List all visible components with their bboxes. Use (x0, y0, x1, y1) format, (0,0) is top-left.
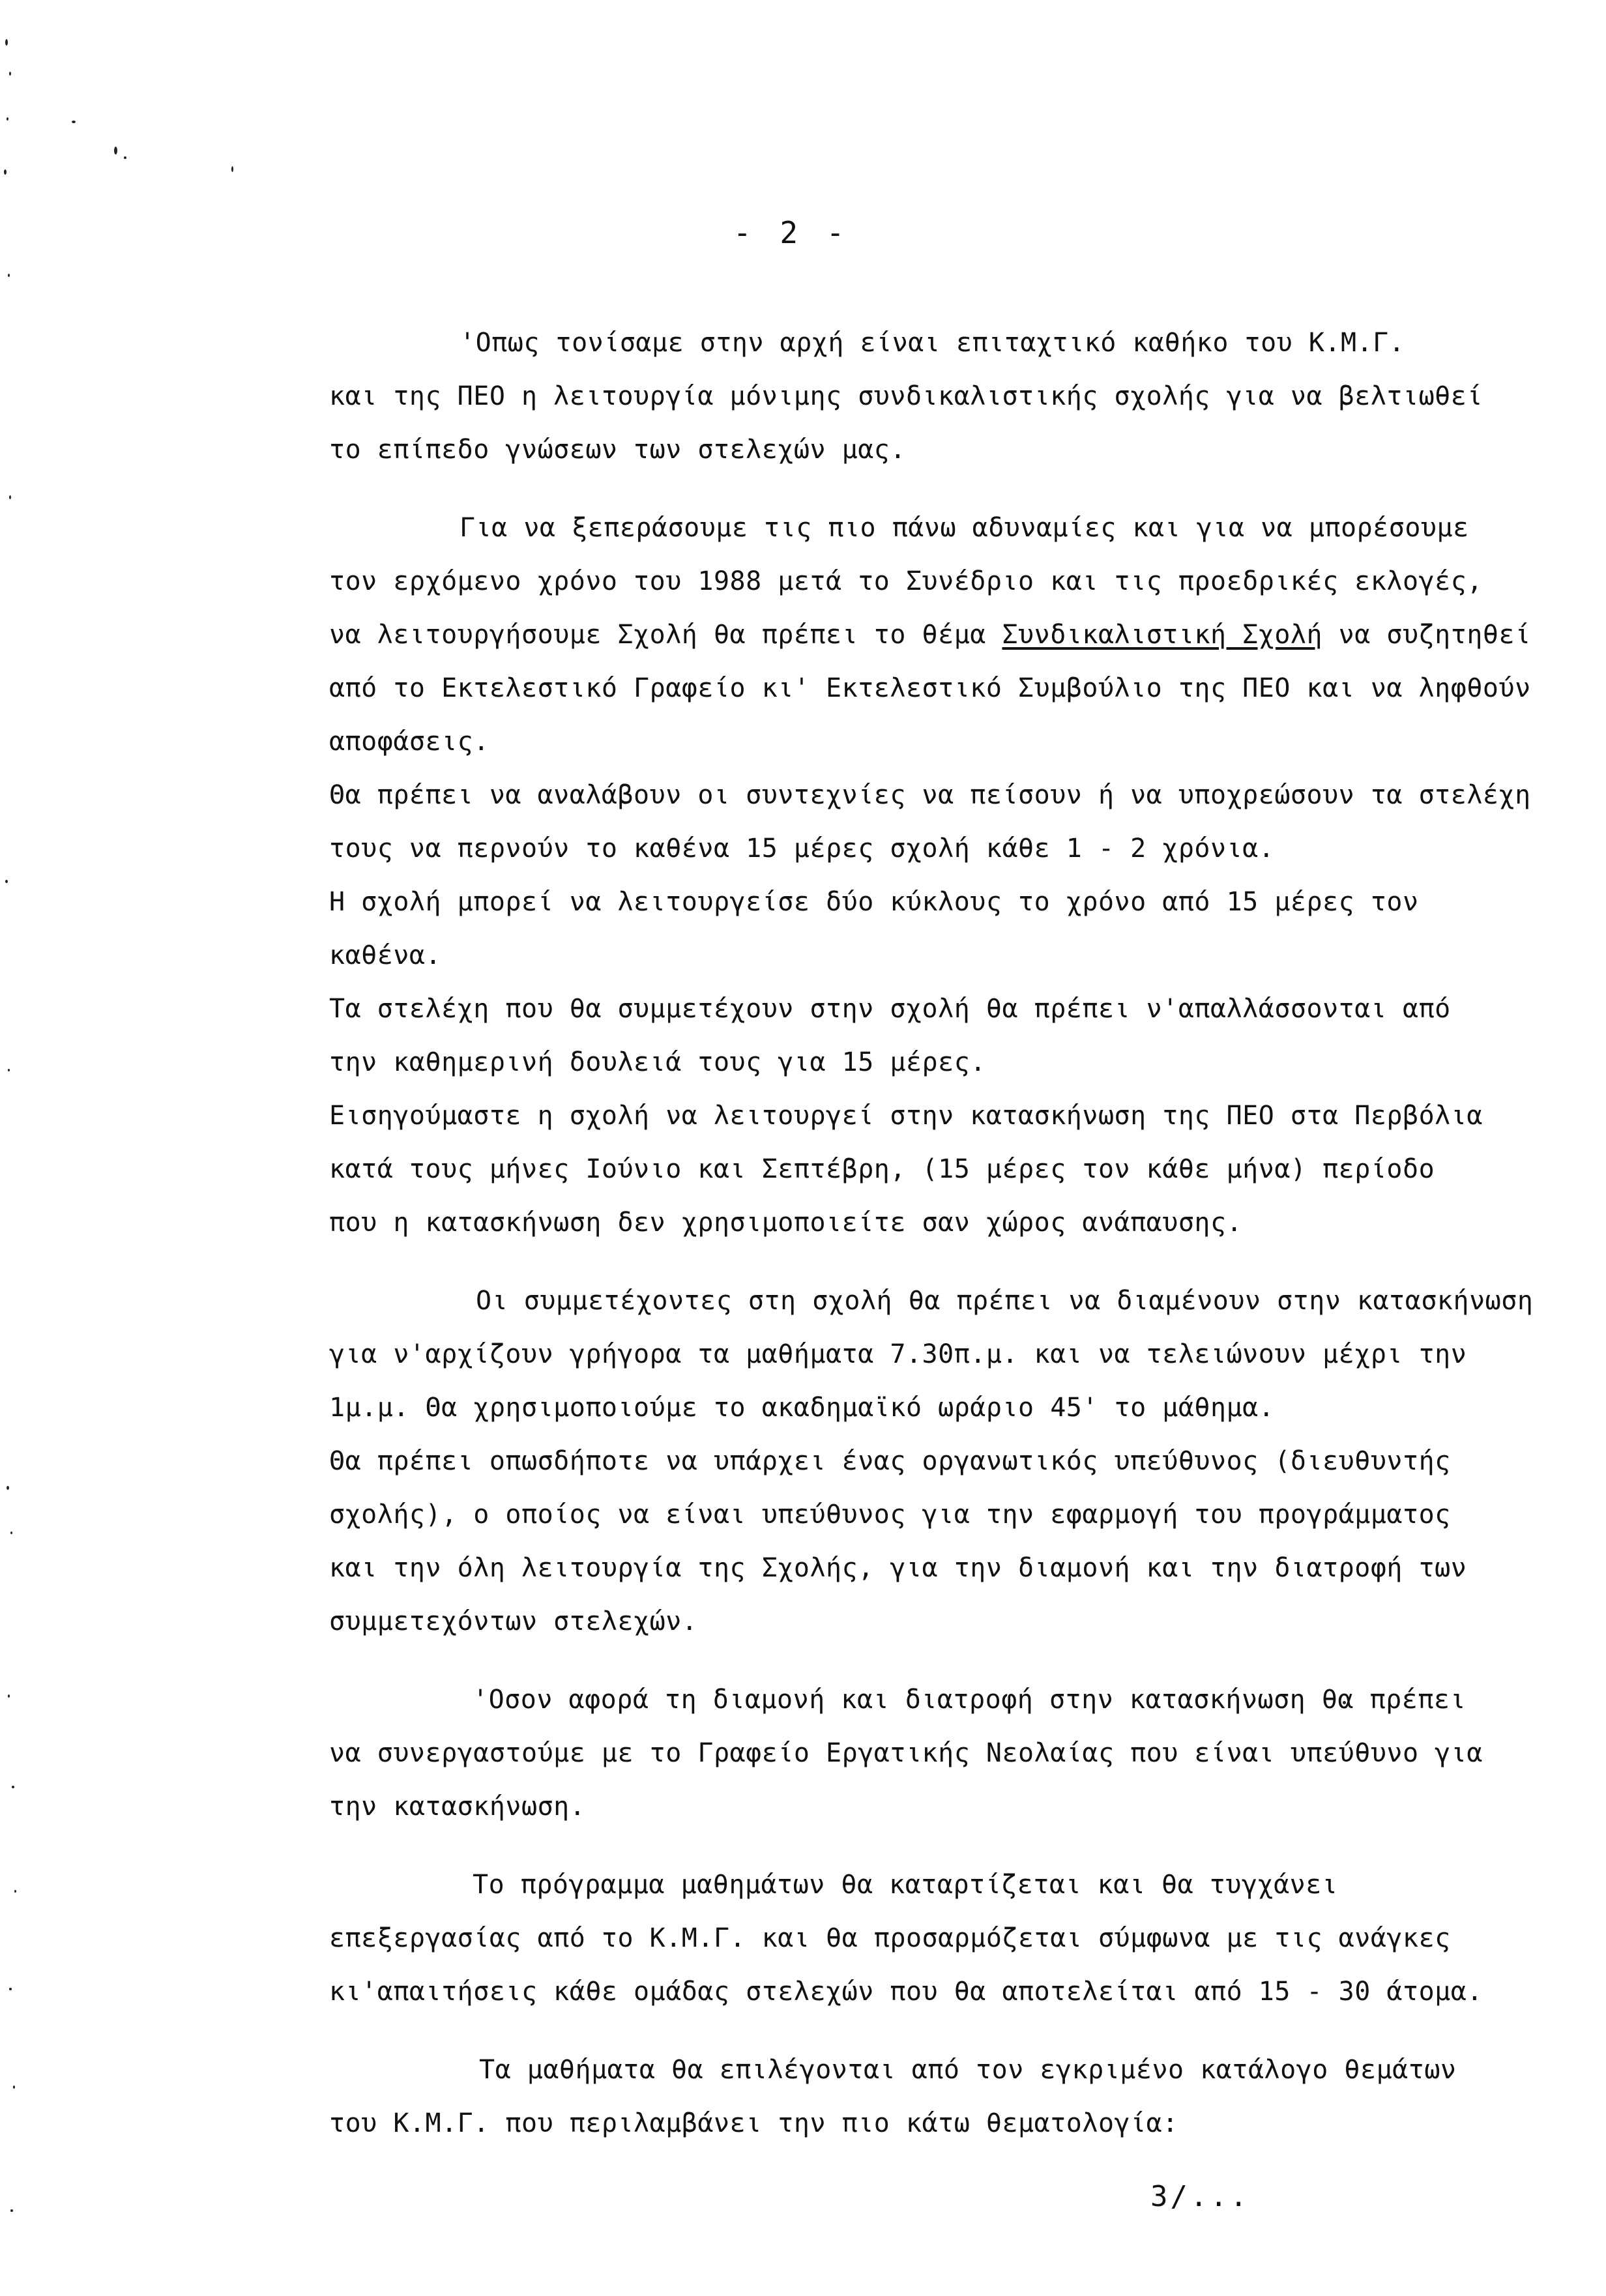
text-line (329, 608, 1541, 661)
text-fragment: να λειτουργήσουμε Σχολή θα πρέπει το θέμα (329, 620, 1002, 650)
text-line: που η κατασκήνωση δεν χρησιμοποιείτε σαν χώρος ανάπαυσης. (329, 1208, 1243, 1238)
text-line: αποφάσεις. (329, 727, 489, 757)
text-line: Οι συμμετέχοντες στη σχολή θα πρέπει να διαμένουν στην κατασκήνωση (476, 1286, 1534, 1316)
text-line: 'Οσον αφορά τη διαμονή και διατροφή στην κατασκήνωση θα πρέπει (473, 1685, 1467, 1715)
text-line: σχολής), ο οποίος να είναι υπεύθυνος για την εφαρμογή του προγράμματος (329, 1500, 1451, 1530)
text-line: κατά τους μήνες Ιούνιο και Σεπτέβρη, (15 μέρες τον κάθε μήνα) περίοδο (329, 1154, 1435, 1184)
text-line: κι'απαιτήσεις κάθε ομάδας στελεχών που θα αποτελείται από 15 - 30 άτομα. (329, 1977, 1483, 2007)
text-line: Για να ξεπεράσουμε τις πιο πάνω αδυναμίες και για να μπορέσουμε (460, 513, 1469, 543)
text-line: επεξεργασίας από το Κ.Μ.Γ. και θα προσαρμόζεται σύμφωνα με τις ανάγκες (329, 1923, 1451, 1953)
paragraph-programme (329, 1858, 1541, 2018)
text-line: να συνεργαστούμε με το Γραφείο Εργατικής Νεολαίας που είναι υπεύθυνο για (329, 1738, 1483, 1768)
paragraph-accommodation (329, 1673, 1541, 1833)
page-number: - 2 - (733, 215, 850, 250)
text-line: Το πρόγραμμα μαθημάτων θα καταρτίζεται και θα τυγχάνει (473, 1870, 1338, 1900)
continuation-marker: 3/... (1150, 2180, 1250, 2213)
text-line: την κατασκήνωση. (329, 1792, 586, 1822)
text-line: την καθημερινή δουλειά τους για 15 μέρες. (329, 1047, 986, 1077)
text-line: του Κ.Μ.Γ. που περιλαμβάνει την πιο κάτω θεματολογία: (329, 2108, 1178, 2138)
text-line: και την όλη λειτουργία της Σχολής, για την διαμονή και την διατροφή των (329, 1553, 1467, 1583)
text-line: Τα μαθήματα θα επιλέγονται από τον εγκριμένο κατάλογο θεμάτων (479, 2055, 1457, 2085)
text-line: καθένα. (329, 940, 442, 970)
text-line: Η σχολή μπορεί να λειτουργείσε δύο κύκλους το χρόνο από 15 μέρες τον (329, 887, 1419, 917)
text-line: τον ερχόμενο χρόνο του 1988 μετά το Συνέδριο και τις προεδρικές εκλογές, (329, 566, 1483, 596)
text-line: 1μ.μ. Θα χρησιμοποιούμε το ακαδημαϊκό ωράριο 45' το μάθημα. (329, 1393, 1275, 1423)
text-line: τους να περνούν το καθένα 15 μέρες σχολή κάθε 1 - 2 χρόνια. (329, 834, 1275, 864)
paragraph-participants (329, 1274, 1541, 1648)
text-line: για ν'αρχίζουν γρήγορα τα μαθήματα 7.30π.μ. και να τελειώνουν μέχρι την (329, 1339, 1467, 1369)
document-body (329, 316, 1541, 2150)
text-line: 'Οπως τονίσαμε στην αρχή είναι επιταχτικό καθήκο του Κ.Μ.Γ. (460, 328, 1405, 358)
text-line: συμμετεχόντων στελεχών. (329, 1606, 698, 1636)
text-line: από το Εκτελεστικό Γραφείο κι' Εκτελεστικό Συμβούλιο της ΠΕΟ και να ληφθούν (329, 673, 1531, 703)
text-line: Τα στελέχη που θα συμμετέχουν στην σχολή θα πρέπει ν'απαλλάσσονται από (329, 994, 1451, 1024)
text-line: Εισηγούμαστε η σχολή να λειτουργεί στην κατασκήνωση της ΠΕΟ στα Περβόλια (329, 1101, 1483, 1131)
text-line: Θα πρέπει να αναλάβουν οι συντεχνίες να πείσουν ή να υποχρεώσουν τα στελέχη (329, 780, 1531, 810)
text-line: και της ΠΕΟ η λειτουργία μόνιμης συνδικαλιστικής σχολής για να βελτιωθεί (329, 381, 1483, 411)
text-line: το επίπεδο γνώσεων των στελεχών μας. (329, 435, 906, 465)
paragraph-intro (329, 316, 1541, 476)
underlined-topic: Συνδικαλιστική Σχολή (1002, 620, 1323, 650)
text-fragment: να συζητηθεί (1322, 620, 1531, 650)
paragraph-lessons (329, 2043, 1541, 2150)
paragraph-proposal (329, 501, 1541, 1249)
text-line: Θα πρέπει οπωσδήποτε να υπάρχει ένας οργανωτικός υπεύθυνος (διευθυντής (329, 1446, 1451, 1476)
